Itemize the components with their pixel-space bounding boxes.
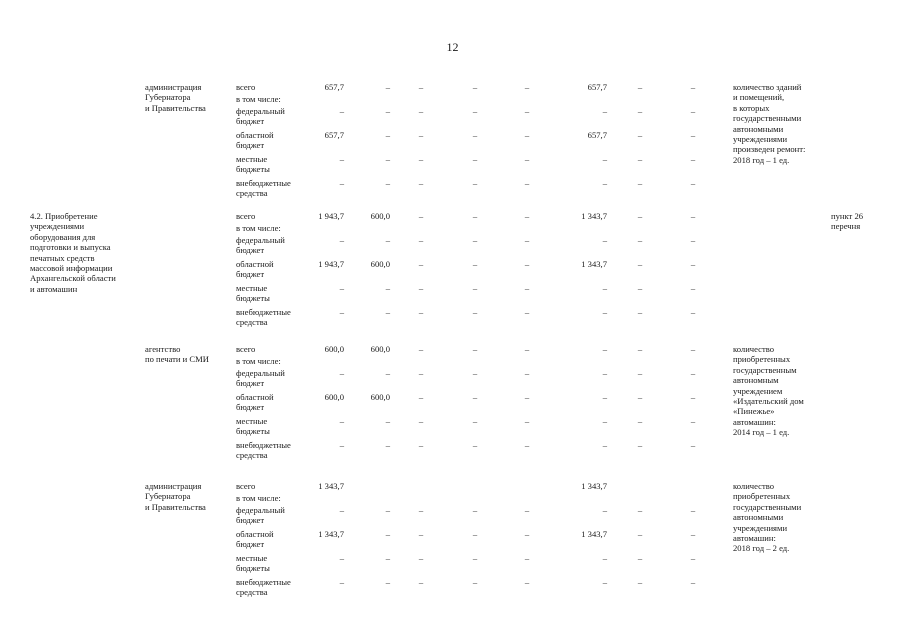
amount-cell: – <box>339 505 344 515</box>
amount-cell: – <box>690 178 696 188</box>
amount-cell: – <box>339 106 344 116</box>
amount-cell: – <box>472 505 478 515</box>
amount-cell: – <box>418 235 424 245</box>
amount-cell: – <box>524 392 530 402</box>
funding-source-label: внебюджетные средства <box>236 440 291 461</box>
amount-cell: 1 343,7 <box>581 259 607 269</box>
amount-cell: – <box>339 154 344 164</box>
amount-cell: – <box>637 211 643 221</box>
amount-cell: – <box>472 82 478 92</box>
funding-source-label: областной бюджет <box>236 259 274 280</box>
amount-cell: 600,0 <box>370 211 390 221</box>
amount-cell: – <box>524 235 530 245</box>
amount-cell: 1 943,7 <box>318 259 344 269</box>
amount-cell: – <box>637 344 643 354</box>
amount-cell: – <box>472 307 478 317</box>
amount-cell: – <box>602 416 607 426</box>
amount-cell: – <box>637 283 643 293</box>
amount-cell: – <box>637 553 643 563</box>
amount-cell: – <box>524 283 530 293</box>
amount-cell: – <box>637 529 643 539</box>
amount-cell: – <box>418 529 424 539</box>
amount-cell: – <box>472 130 478 140</box>
funding-source-label: местные бюджеты <box>236 416 270 437</box>
amount-cell: – <box>602 106 607 116</box>
amount-cell: – <box>690 154 696 164</box>
amount-cell: – <box>339 235 344 245</box>
amount-cell: 1 343,7 <box>581 481 607 491</box>
amount-cell: – <box>637 416 643 426</box>
amount-cell: – <box>524 529 530 539</box>
executor-name: администрация Губернатора и Правительства <box>145 82 206 113</box>
amount-cell: – <box>602 368 607 378</box>
amount-cell: 1 343,7 <box>318 529 344 539</box>
amount-cell: – <box>385 529 390 539</box>
funding-source-label: федеральный бюджет <box>236 368 285 389</box>
amount-cell: – <box>690 416 696 426</box>
amount-cell: – <box>524 505 530 515</box>
amount-cell: – <box>472 392 478 402</box>
target-indicator: количество зданий и помещений, в которых государственными автономными учреждениями произведен ремонт: 2018 год – 1 ед. <box>733 82 806 165</box>
amount-cell: – <box>418 368 424 378</box>
amount-cell: – <box>637 392 643 402</box>
amount-cell: – <box>418 392 424 402</box>
amount-cell: – <box>418 553 424 563</box>
funding-source-label: федеральный бюджет <box>236 235 285 256</box>
amount-cell: – <box>602 392 607 402</box>
amount-cell: – <box>690 307 696 317</box>
amount-cell: – <box>602 440 607 450</box>
amount-cell: – <box>690 505 696 515</box>
funding-source-label: в том числе: <box>236 94 281 104</box>
amount-cell: – <box>472 178 478 188</box>
amount-cell: – <box>690 259 696 269</box>
amount-cell: – <box>472 416 478 426</box>
amount-cell: – <box>385 505 390 515</box>
amount-cell: – <box>418 344 424 354</box>
amount-cell: – <box>690 529 696 539</box>
amount-cell: – <box>524 154 530 164</box>
amount-cell: – <box>690 106 696 116</box>
amount-cell: – <box>418 130 424 140</box>
amount-cell: – <box>385 307 390 317</box>
amount-cell: – <box>602 154 607 164</box>
amount-cell: – <box>472 106 478 116</box>
amount-cell: – <box>637 505 643 515</box>
amount-cell: – <box>385 416 390 426</box>
amount-cell: – <box>385 130 390 140</box>
amount-cell: – <box>524 440 530 450</box>
amount-cell: – <box>418 259 424 269</box>
target-indicator: количество приобретенных государственными автономными учреждениями автомашин: 2018 год – 2 ед. <box>733 481 802 554</box>
target-indicator: количество приобретенных государственным автономным учреждением «Издательский дом «Пинежье» автомашин: 2014 год – 1 ед. <box>733 344 804 438</box>
amount-cell: – <box>418 106 424 116</box>
amount-cell: – <box>690 235 696 245</box>
funding-source-label: всего <box>236 82 256 92</box>
funding-source-label: всего <box>236 211 256 221</box>
amount-cell: – <box>637 259 643 269</box>
amount-cell: – <box>385 82 390 92</box>
amount-cell: – <box>385 106 390 116</box>
amount-cell: – <box>472 529 478 539</box>
amount-cell: 600,0 <box>370 344 390 354</box>
amount-cell: – <box>690 130 696 140</box>
funding-source-label: местные бюджеты <box>236 283 270 304</box>
amount-cell: – <box>637 106 643 116</box>
amount-cell: – <box>637 154 643 164</box>
amount-cell: – <box>602 505 607 515</box>
program-reference: пункт 26 перечня <box>831 211 864 232</box>
amount-cell: – <box>524 259 530 269</box>
amount-cell: – <box>637 235 643 245</box>
amount-cell: 657,7 <box>324 130 344 140</box>
amount-cell: – <box>472 577 478 587</box>
executor-name: администрация Губернатора и Правительства <box>145 481 206 512</box>
amount-cell: – <box>524 368 530 378</box>
amount-cell: – <box>385 235 390 245</box>
amount-cell: – <box>418 82 424 92</box>
amount-cell: – <box>524 344 530 354</box>
amount-cell: – <box>602 577 607 587</box>
amount-cell: – <box>418 307 424 317</box>
funding-source-label: федеральный бюджет <box>236 106 285 127</box>
amount-cell: – <box>385 154 390 164</box>
amount-cell: – <box>637 178 643 188</box>
funding-source-label: внебюджетные средства <box>236 178 291 199</box>
amount-cell: – <box>339 307 344 317</box>
amount-cell: – <box>339 368 344 378</box>
amount-cell: – <box>690 82 696 92</box>
amount-cell: 657,7 <box>587 130 607 140</box>
amount-cell: – <box>418 178 424 188</box>
funding-source-label: в том числе: <box>236 223 281 233</box>
funding-source-label: местные бюджеты <box>236 553 270 574</box>
funding-source-label: в том числе: <box>236 356 281 366</box>
amount-cell: – <box>524 211 530 221</box>
funding-source-label: местные бюджеты <box>236 154 270 175</box>
amount-cell: – <box>602 553 607 563</box>
funding-source-label: областной бюджет <box>236 392 274 413</box>
amount-cell: – <box>472 283 478 293</box>
amount-cell: – <box>690 344 696 354</box>
amount-cell: – <box>418 440 424 450</box>
funding-source-label: в том числе: <box>236 493 281 503</box>
amount-cell: – <box>418 211 424 221</box>
amount-cell: 657,7 <box>324 82 344 92</box>
amount-cell: – <box>524 307 530 317</box>
funding-source-label: внебюджетные средства <box>236 577 291 598</box>
amount-cell: – <box>472 259 478 269</box>
amount-cell: – <box>339 283 344 293</box>
amount-cell: – <box>637 440 643 450</box>
amount-cell: – <box>602 178 607 188</box>
amount-cell: – <box>472 211 478 221</box>
amount-cell: – <box>524 130 530 140</box>
amount-cell: – <box>418 577 424 587</box>
funding-source-label: всего <box>236 481 256 491</box>
funding-source-label: всего <box>236 344 256 354</box>
amount-cell: – <box>690 368 696 378</box>
amount-cell: – <box>637 368 643 378</box>
amount-cell: 600,0 <box>324 344 344 354</box>
amount-cell: – <box>339 553 344 563</box>
amount-cell: – <box>385 553 390 563</box>
funding-source-label: внебюджетные средства <box>236 307 291 328</box>
amount-cell: 600,0 <box>370 392 390 402</box>
amount-cell: – <box>418 283 424 293</box>
amount-cell: – <box>339 577 344 587</box>
amount-cell: – <box>472 235 478 245</box>
amount-cell: 657,7 <box>587 82 607 92</box>
amount-cell: – <box>418 154 424 164</box>
amount-cell: 600,0 <box>324 392 344 402</box>
amount-cell: – <box>690 440 696 450</box>
amount-cell: – <box>524 178 530 188</box>
amount-cell: – <box>385 283 390 293</box>
amount-cell: – <box>690 211 696 221</box>
amount-cell: – <box>602 235 607 245</box>
amount-cell: – <box>637 82 643 92</box>
amount-cell: – <box>524 577 530 587</box>
amount-cell: – <box>472 344 478 354</box>
amount-cell: – <box>339 178 344 188</box>
amount-cell: – <box>385 368 390 378</box>
amount-cell: – <box>339 416 344 426</box>
amount-cell: – <box>602 307 607 317</box>
amount-cell: – <box>385 178 390 188</box>
amount-cell: – <box>524 553 530 563</box>
amount-cell: – <box>524 82 530 92</box>
executor-name: агентство по печати и СМИ <box>145 344 209 365</box>
amount-cell: 1 943,7 <box>318 211 344 221</box>
amount-cell: – <box>385 577 390 587</box>
amount-cell: – <box>524 416 530 426</box>
amount-cell: – <box>472 154 478 164</box>
funding-source-label: областной бюджет <box>236 529 274 550</box>
amount-cell: – <box>472 553 478 563</box>
amount-cell: – <box>524 106 530 116</box>
amount-cell: – <box>637 307 643 317</box>
amount-cell: – <box>690 577 696 587</box>
amount-cell: – <box>385 440 390 450</box>
page-number: 12 <box>446 40 459 54</box>
amount-cell: – <box>602 283 607 293</box>
amount-cell: – <box>690 283 696 293</box>
amount-cell: 1 343,7 <box>581 211 607 221</box>
amount-cell: – <box>339 440 344 450</box>
amount-cell: 600,0 <box>370 259 390 269</box>
activity-name: 4.2. Приобретение учреждениями оборудования для подготовки и выпуска печатных средств массовой информации Архангельской области и автомашин <box>30 211 116 294</box>
amount-cell: – <box>472 368 478 378</box>
amount-cell: – <box>637 130 643 140</box>
amount-cell: – <box>418 505 424 515</box>
amount-cell: 1 343,7 <box>318 481 344 491</box>
amount-cell: – <box>472 440 478 450</box>
amount-cell: – <box>690 553 696 563</box>
amount-cell: – <box>637 577 643 587</box>
amount-cell: 1 343,7 <box>581 529 607 539</box>
funding-source-label: областной бюджет <box>236 130 274 151</box>
amount-cell: – <box>602 344 607 354</box>
amount-cell: – <box>690 392 696 402</box>
amount-cell: – <box>418 416 424 426</box>
funding-source-label: федеральный бюджет <box>236 505 285 526</box>
